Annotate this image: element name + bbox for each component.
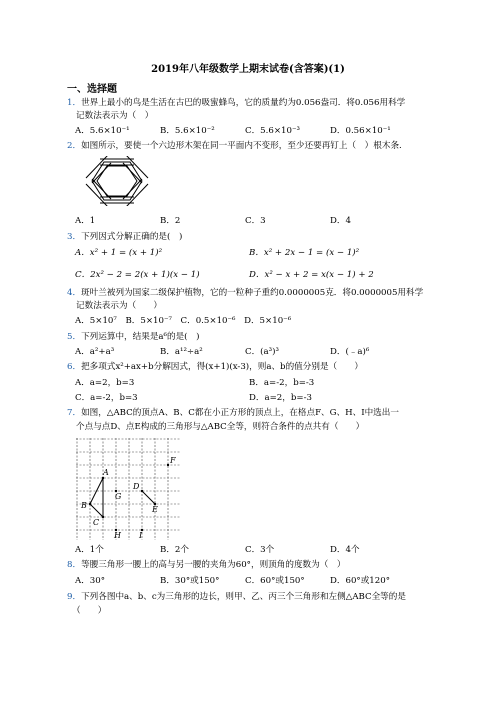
question-6-line1: 6．把多项式x²+ax+b分解因式，得(x+1)(x-3)，则a、b的值分别是（ ） bbox=[67, 362, 363, 372]
question-5-option-b: B．a¹²÷a² bbox=[160, 347, 203, 357]
question-8-option-b: B．30°或150° bbox=[160, 576, 220, 586]
question-5-option-a: A．a²+a³ bbox=[75, 347, 115, 357]
point-label-e: E bbox=[152, 505, 158, 514]
hexagon-frame-figure bbox=[78, 156, 156, 206]
question-9-line1: 9．下列各图中a、b、c为三角形的边长，则甲、乙、丙三个三角形和左侧△ABC全等的是 bbox=[67, 592, 406, 602]
question-1-option-b: B．5.6×10⁻² bbox=[160, 126, 215, 136]
question-3-option-a: A．x² + 1 = (x + 1)² bbox=[75, 248, 163, 258]
question-1-option-c: C．5.6×10⁻³ bbox=[245, 126, 300, 136]
question-4-line2: 记数法表示为（ ） bbox=[76, 301, 162, 311]
point-label-g: G bbox=[115, 492, 122, 501]
question-3-option-b: B．x² + 2x − 1 = (x − 1)² bbox=[249, 248, 360, 258]
question-1-option-a: A．5.6×10⁻¹ bbox=[75, 126, 130, 136]
question-5-line1: 5．下列运算中，结果是a⁶的是( ) bbox=[67, 332, 200, 342]
section-heading: 一、选择题 bbox=[67, 84, 117, 95]
question-3-option-d: D．x² − x + 2 = x(x − 1) + 2 bbox=[249, 270, 374, 280]
question-2-option-a: A．1 bbox=[75, 216, 96, 226]
question-6-option-b: B．a=-2，b=-3 bbox=[249, 378, 315, 388]
question-4-options: A．5×10⁷ B．5×10⁻⁷ C．0.5×10⁻⁶ D．5×10⁻⁶ bbox=[75, 316, 292, 326]
question-7-option-a: A．1个 bbox=[75, 545, 104, 555]
point-label-h: H bbox=[114, 531, 121, 540]
point-label-c: C bbox=[93, 518, 100, 527]
question-5-option-c: C．(a³)³ bbox=[245, 347, 279, 357]
question-2-option-d: D．4 bbox=[330, 216, 351, 226]
question-1-option-d: D．0.56×10⁻¹ bbox=[330, 126, 391, 136]
question-7-option-b: B．2个 bbox=[160, 545, 189, 555]
question-1-line2: 记数法表示为（ ） bbox=[76, 111, 154, 121]
point-label-b: B bbox=[81, 501, 87, 510]
question-8-option-d: D．60°或120° bbox=[330, 576, 391, 586]
question-7-line1: 7．如图，△ABC的顶点A、B、C都在小正方形的顶点上，在格点F、G、H、I中选出一 bbox=[67, 408, 399, 418]
question-7-option-d: D．4个 bbox=[330, 545, 360, 555]
question-9-line2: （ ） bbox=[72, 606, 107, 616]
question-4-line1: 4．斑叶兰被列为国家二级保护植物，它的一粒种子重约0.0000005克．将0.0000005用科学 bbox=[67, 288, 424, 298]
question-2-option-c: C．3 bbox=[245, 216, 266, 226]
question-5-option-d: D．(﹣a)⁶ bbox=[330, 347, 370, 357]
question-8-line1: 8．等腰三角形一腰上的高与另一腰的夹角为60°，则顶角的度数为（ ） bbox=[67, 560, 346, 570]
question-3-line1: 3．下列因式分解正确的是( ) bbox=[67, 232, 183, 242]
question-1-line1: 1．世界上最小的鸟是生活在古巴的吸蜜蜂鸟，它的质量约为0.056盎司．将0.056用科学 bbox=[67, 98, 406, 108]
question-6-option-d: D．a=2，b=-3 bbox=[249, 393, 312, 403]
question-8-option-c: C．60°或150° bbox=[245, 576, 305, 586]
question-8-option-a: A．30° bbox=[75, 576, 106, 586]
grid-figure bbox=[76, 438, 180, 540]
question-6-option-c: C．a=-2，b=3 bbox=[75, 393, 138, 403]
question-7-option-c: C．3个 bbox=[245, 545, 275, 555]
document-title: 2019年八年级数学上期末试卷(含答案)(1) bbox=[151, 64, 345, 75]
point-label-d: D bbox=[133, 482, 140, 491]
question-2-option-b: B．2 bbox=[160, 216, 181, 226]
point-label-f: F bbox=[170, 456, 176, 465]
question-3-option-c: C．2x² − 2 = 2(x + 1)(x − 1) bbox=[75, 270, 200, 280]
point-label-a: A bbox=[103, 468, 109, 477]
question-6-option-a: A．a=2，b=3 bbox=[75, 378, 135, 388]
point-label-i: I bbox=[139, 531, 143, 540]
question-7-line2: 个点与点D、点E构成的三角形与△ABC全等，则符合条件的点共有（ ） bbox=[76, 422, 365, 432]
question-2-line1: 2．如图所示，要使一个六边形木架在同一平面内不变形，至少还要再钉上（ ）根木条. bbox=[67, 141, 402, 151]
